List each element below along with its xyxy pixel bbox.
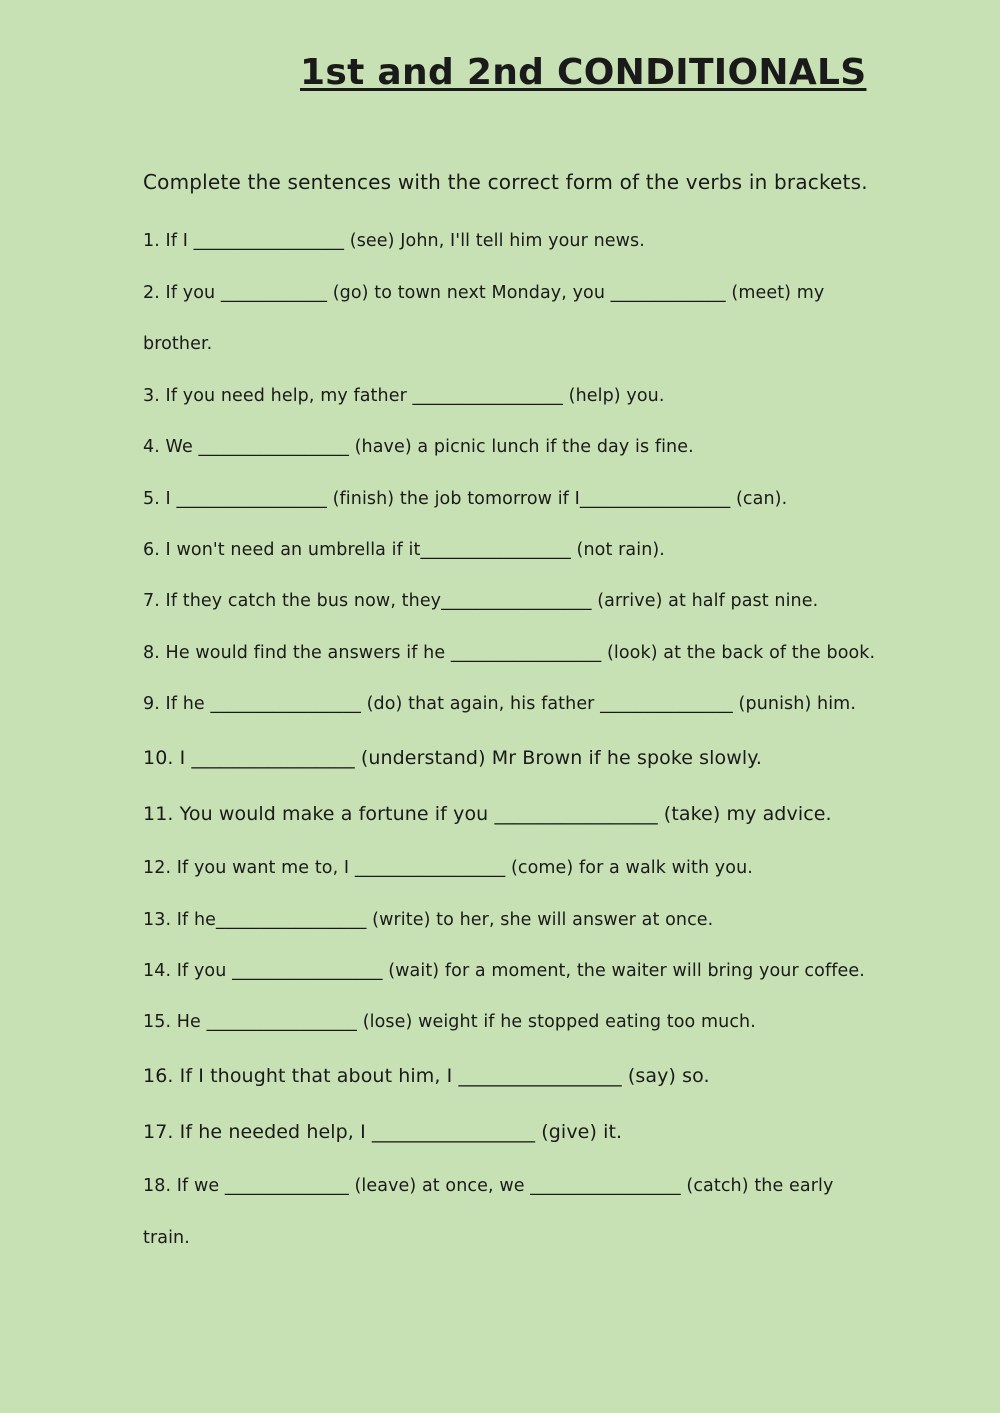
sentence-16: 16. If I thought that about him, I _________________ (say) so. — [143, 1065, 710, 1087]
sentence-1: 1. If I _________________ (see) John, I'll tell him your news. — [143, 231, 645, 251]
sentence-8: 8. He would find the answers if he _________________ (look) at the back of the book. — [143, 643, 876, 663]
sentence-13: 13. If he_________________ (write) to her, she will answer at once. — [143, 910, 714, 930]
sentence-17: 17. If he needed help, I _________________ (give) it. — [143, 1121, 623, 1143]
sentence-2: 2. If you ____________ (go) to town next Monday, you _____________ (meet) my — [143, 283, 825, 303]
sentence-4: 4. We _________________ (have) a picnic lunch if the day is fine. — [143, 437, 694, 457]
instructions: Complete the sentences with the correct form of the verbs in brackets. — [143, 170, 868, 194]
sentence-18: 18. If we ______________ (leave) at once, we _________________ (catch) the early — [143, 1176, 834, 1196]
sentence-14: 14. If you _________________ (wait) for a moment, the waiter will bring your coffee. — [143, 961, 865, 981]
sentence-15: 15. He _________________ (lose) weight if he stopped eating too much. — [143, 1012, 756, 1032]
sentence-18-continuation: train. — [143, 1228, 190, 1248]
worksheet-title: 1st and 2nd CONDITIONALS — [300, 52, 867, 93]
sentence-9: 9. If he _________________ (do) that again, his father _______________ (punish) him. — [143, 694, 856, 714]
sentence-7: 7. If they catch the bus now, they_________________ (arrive) at half past nine. — [143, 591, 819, 611]
sentence-5: 5. I _________________ (finish) the job tomorrow if I_________________ (can). — [143, 489, 788, 509]
sentence-10: 10. I _________________ (understand) Mr Brown if he spoke slowly. — [143, 747, 763, 769]
sentence-2-continuation: brother. — [143, 334, 213, 354]
sentence-11: 11. You would make a fortune if you _________________ (take) my advice. — [143, 803, 832, 825]
sentence-12: 12. If you want me to, I _________________ (come) for a walk with you. — [143, 858, 753, 878]
sentence-6: 6. I won't need an umbrella if it_________________ (not rain). — [143, 540, 665, 560]
sentence-3: 3. If you need help, my father _________________ (help) you. — [143, 386, 665, 406]
